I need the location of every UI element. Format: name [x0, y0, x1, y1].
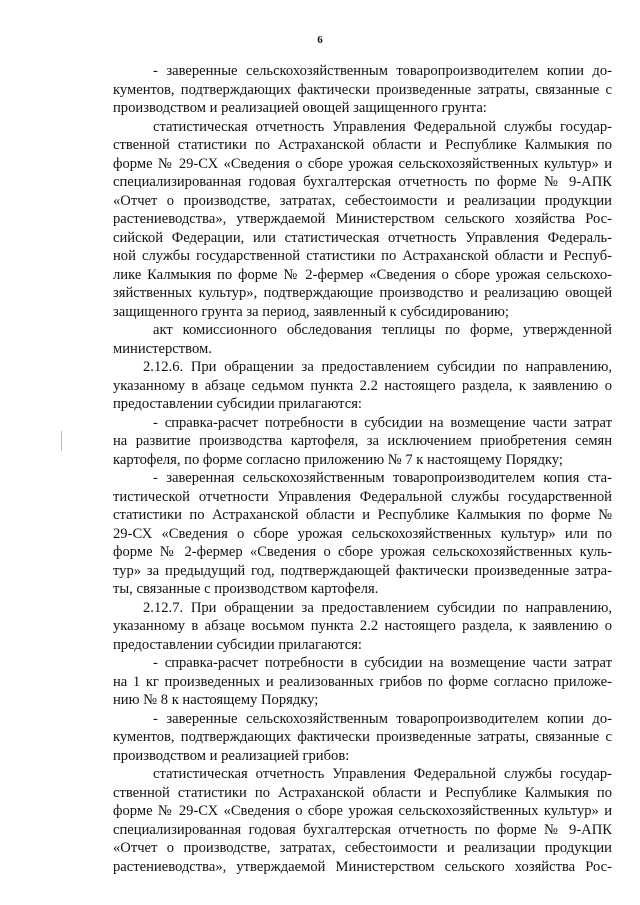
- paragraph: [113, 654, 612, 710]
- text-line: «Отчет о производстве, затратах, себестоимости и реализации продукции: [113, 840, 612, 856]
- text-line: кументов, подтверждающих фактически произведенные затраты, связанные с: [113, 81, 612, 98]
- text-line: ственной статистики по Астраханской области и Республике Калмыкия по: [113, 137, 612, 153]
- text-line: картофеля, по форме согласно приложению № 7 к настоящему Порядку;: [113, 451, 563, 468]
- text-line: указанному в абзаце восьмом пункта 2.2 настоящего раздела, к заявлению о: [113, 618, 612, 634]
- text-line: кументов, подтверждающих фактически произведенные затраты, связанные с: [113, 729, 612, 745]
- text-line: тистической отчетности Управления Федеральной службы государственной: [113, 488, 612, 505]
- text-line: на развитие производства картофеля, за исключением приобретения семян: [113, 433, 612, 449]
- text-line: - заверенные сельскохозяйственным товаропроизводителем копии до-: [153, 710, 612, 727]
- page-number: 6: [317, 34, 323, 46]
- text-line: - заверенные сельскохозяйственным товаропроизводителем копии до-: [153, 63, 612, 79]
- paragraph: [113, 62, 612, 118]
- text-line: лике Калмыкия по форме № 2-фермер «Сведения о сборе урожая сельскохо-: [113, 266, 612, 283]
- paragraph: [113, 469, 612, 599]
- text-line: предоставлении субсидии прилагаются:: [113, 396, 362, 412]
- text-line: статистическая отчетность Управления Федеральной службы государ-: [153, 766, 612, 782]
- text-line: зяйственных культур», подтверждающие производство и реализацию овощей: [113, 285, 612, 301]
- text-line: - заверенная сельскохозяйственным товаропроизводителем копия ста-: [153, 470, 612, 486]
- paragraph: [113, 414, 612, 470]
- text-line: 2.12.7. При обращении за предоставлением субсидии по направлению,: [143, 599, 612, 616]
- text-line: ты, связанные с производством картофеля.: [113, 581, 379, 597]
- scan-artifact-mark: [61, 431, 62, 451]
- text-line: 2.12.6. При обращении за предоставлением субсидии по направлению,: [143, 359, 612, 375]
- text-line: указанному в абзаце седьмом пункта 2.2 настоящего раздела, к заявлению о: [113, 377, 612, 394]
- paragraph: [113, 358, 612, 414]
- document-body: [113, 62, 612, 876]
- text-line: «Отчет о производстве, затратах, себестоимости и реализации продукции: [113, 192, 612, 209]
- paragraph: [113, 765, 612, 876]
- text-line: форме № 2-фермер «Сведения о сборе урожая сельскохозяйственных куль-: [113, 544, 612, 560]
- text-line: ственной статистики по Астраханской области и Республике Калмыкия по: [113, 784, 612, 801]
- paragraph: [113, 710, 612, 766]
- paragraph: [113, 321, 612, 358]
- text-line: растениеводства», утверждаемой Министерством сельского хозяйства Рос-: [113, 211, 612, 227]
- text-line: статистики по Астраханской области и Республике Калмыкия по форме №: [113, 507, 612, 523]
- text-line: защищенного грунта за период, заявленный к субсидированию;: [113, 303, 509, 320]
- text-line: тур» за предыдущий год, подтверждающей фактически произведенные затра-: [113, 562, 612, 579]
- text-line: форме № 29-СХ «Сведения о сборе урожая сельскохозяйственных культур» и: [113, 803, 612, 819]
- text-line: - справка-расчет потребности в субсидии на возмещение части затрат: [153, 655, 612, 671]
- text-line: 29-СХ «Сведения о сборе урожая сельскохозяйственных культур» или по: [113, 525, 612, 542]
- text-line: предоставлении субсидии прилагаются:: [113, 636, 362, 653]
- text-line: ной службы государственной статистики по Астраханской области и Респуб-: [113, 248, 612, 264]
- text-line: статистическая отчетность Управления Федеральной службы государ-: [153, 118, 612, 135]
- text-line: форме № 29-СХ «Сведения о сборе урожая сельскохозяйственных культур» и: [113, 155, 612, 172]
- paragraph: [113, 118, 612, 322]
- paragraph: [113, 599, 612, 655]
- text-line: специализированная годовая бухгалтерская отчетность по форме № 9-АПК: [113, 174, 612, 190]
- text-line: производством и реализацией овощей защищенного грунта:: [113, 100, 487, 116]
- text-line: министерством.: [113, 340, 212, 357]
- text-line: производством и реализацией грибов:: [113, 747, 350, 764]
- text-line: на 1 кг произведенных и реализованных грибов по форме согласно приложе-: [113, 673, 612, 690]
- text-line: нию № 8 к настоящему Порядку;: [113, 692, 319, 708]
- text-line: специализированная годовая бухгалтерская отчетность по форме № 9-АПК: [113, 821, 612, 838]
- text-line: - справка-расчет потребности в субсидии на возмещение части затрат: [153, 414, 612, 431]
- text-line: акт комиссионного обследования теплицы по форме, утвержденной: [153, 322, 612, 338]
- text-line: растениеводства», утверждаемой Министерством сельского хозяйства Рос-: [113, 858, 612, 875]
- text-line: сийской Федерации, или статистическая отчетность Управления Федераль-: [113, 229, 612, 246]
